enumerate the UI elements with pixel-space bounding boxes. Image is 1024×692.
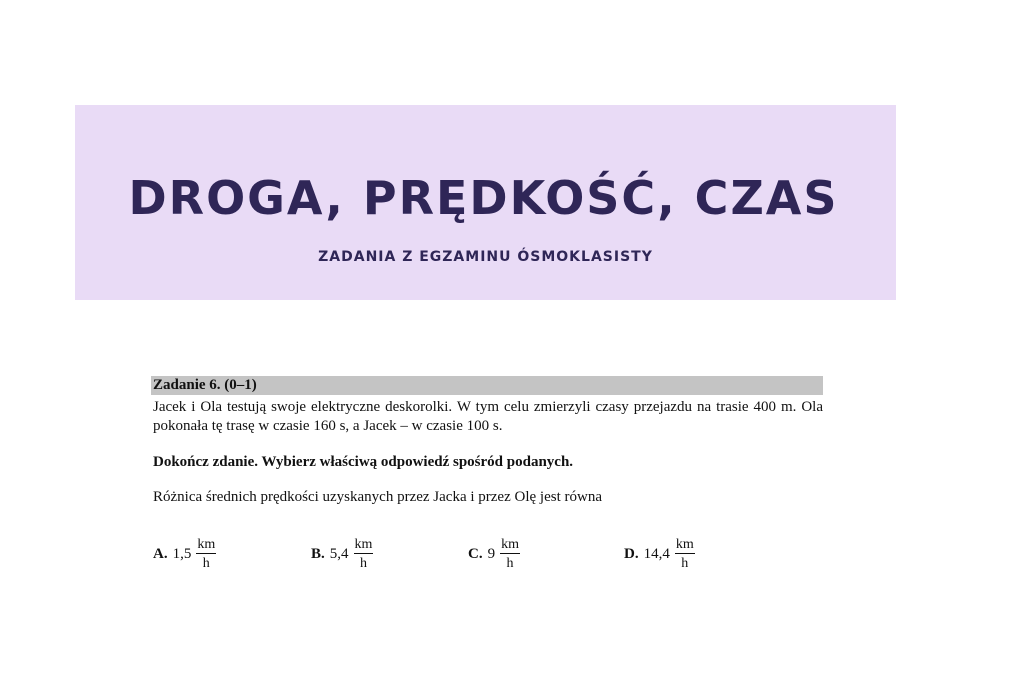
task-description: Jacek i Ola testują swoje elektryczne deskorolki. W tym celu zmierzyli czasy przejazdu na trasie 400 m. Ola pokonała tę trasę w czasie 160 s, a Jacek – w czasie 100 s. xyxy=(153,399,823,434)
page-title: DROGA, PRĘDKOŚĆ, CZAS xyxy=(128,171,839,225)
answer-option-c[interactable] xyxy=(468,537,520,571)
task-prompt: Różnica średnich prędkości uzyskanych przez Jacka i przez Olę jest równa xyxy=(153,489,602,505)
answer-option-d[interactable] xyxy=(624,537,695,571)
unit-numerator: km xyxy=(354,537,373,552)
page-subtitle: ZADANIA Z EGZAMINU ÓSMOKLASISTY xyxy=(318,249,653,265)
unit-denominator: h xyxy=(359,556,367,571)
unit-fraction xyxy=(196,537,216,571)
answer-options xyxy=(0,537,1024,577)
unit-numerator: km xyxy=(501,537,519,552)
title-banner xyxy=(75,105,896,300)
unit-numerator: km xyxy=(197,537,216,552)
unit-numerator: km xyxy=(675,537,694,552)
task-instruction: Dokończ zdanie. Wybierz właściwą odpowiedź spośród podanych. xyxy=(153,454,574,470)
unit-fraction xyxy=(675,537,695,571)
unit-denominator: h xyxy=(202,556,210,571)
unit-denominator: h xyxy=(681,556,689,571)
answer-value: 1,5 xyxy=(172,545,192,562)
task-header: Zadanie 6. (0–1) xyxy=(151,376,823,395)
answer-letter: B. xyxy=(311,545,325,562)
answer-letter: A. xyxy=(153,545,168,562)
answer-letter: D. xyxy=(624,545,639,562)
unit-fraction xyxy=(354,537,374,571)
answer-value: 5,4 xyxy=(329,545,349,562)
unit-fraction xyxy=(500,537,520,571)
answer-option-a[interactable] xyxy=(153,537,216,571)
task-block xyxy=(151,376,823,506)
answer-option-b[interactable] xyxy=(311,537,373,571)
unit-denominator: h xyxy=(506,556,514,571)
answer-letter: C. xyxy=(468,545,483,562)
answer-value: 9 xyxy=(487,545,496,562)
answer-value: 14,4 xyxy=(643,545,670,562)
